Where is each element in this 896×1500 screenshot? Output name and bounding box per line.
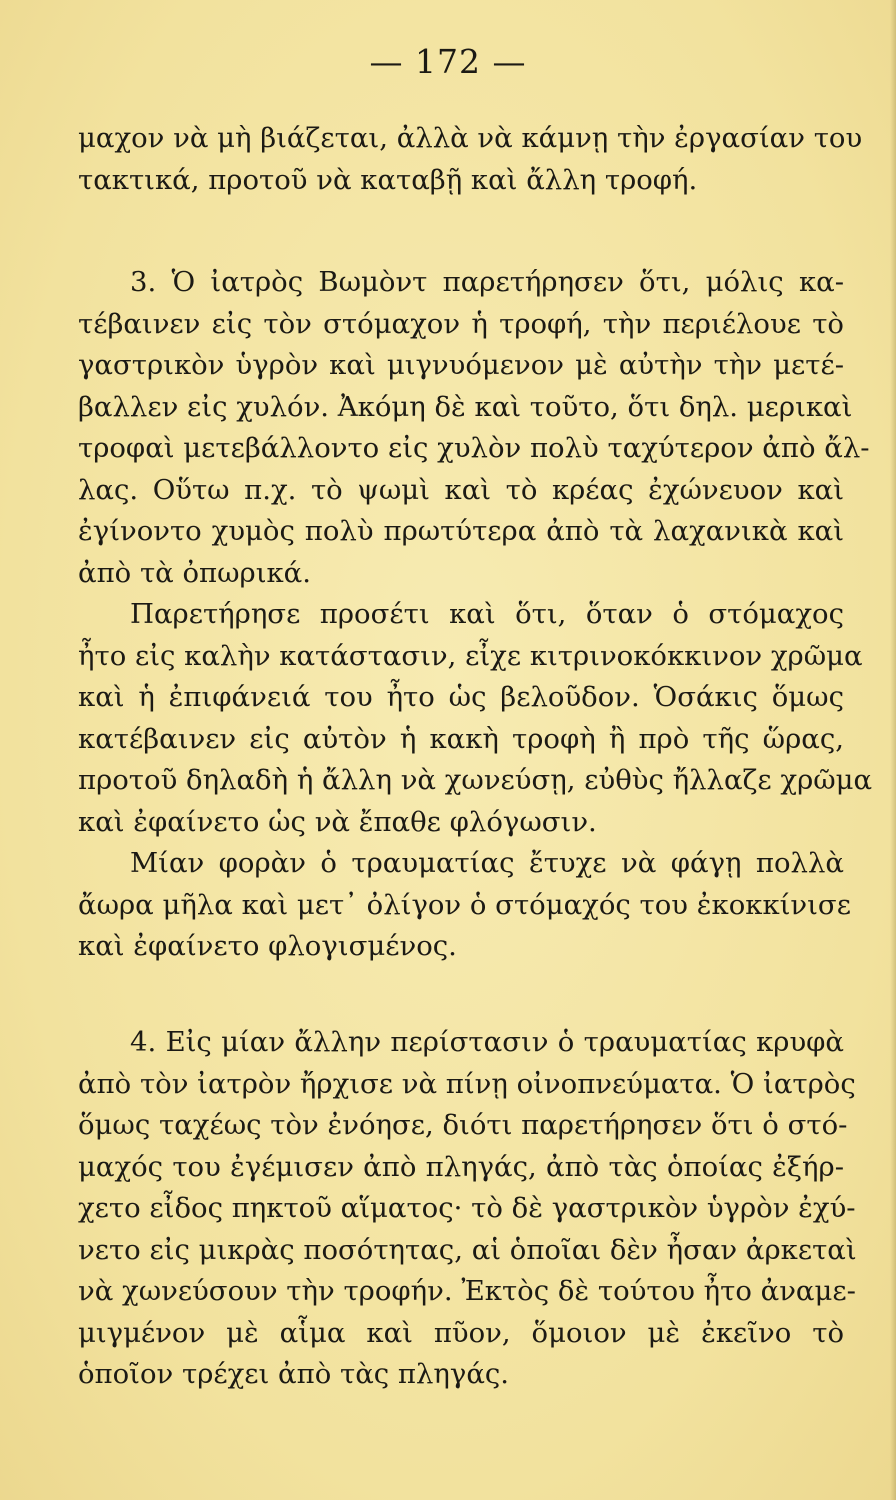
section-3-paragraph-1 bbox=[78, 262, 870, 594]
text-line: καὶ ἡ ἐπιφάνειά του ἦτο ὡς βελοῦδον. Ὁσάκις ὅμως bbox=[78, 681, 844, 713]
text-line: ἄωρα μῆλα καὶ μετ᾽ ὀλίγον ὁ στόμαχός του ἐκοκκίνισε bbox=[78, 888, 851, 921]
text-line: καὶ ἐφαίνετο φλογισμένος. bbox=[78, 930, 457, 962]
text-line: τέβαινεν εἰς τὸν στόμαχον ἡ τροφή, τὴν περιέλουε τὸ bbox=[78, 307, 844, 340]
text-line: προτοῦ δηλαδὴ ἡ ἄλλη νὰ χωνεύσῃ, εὐθὺς ἤλλαζε χρῶμα bbox=[78, 764, 873, 796]
text-line: κατέβαινεν εἰς αὐτὸν ἡ κακὴ τροφὴ ἢ πρὸ τῆς ὥρας, bbox=[78, 722, 844, 755]
text-line: λας. Οὕτω π.χ. τὸ ψωμὶ καὶ τὸ κρέας ἐχώνευον καὶ bbox=[78, 473, 844, 506]
text-line: ὅμως ταχέως τὸν ἐνόησε, διότι παρετήρησεν ὅτι ὁ στό- bbox=[78, 1109, 848, 1141]
page-number: — 172 — bbox=[369, 42, 527, 81]
text-line: Μίαν φορὰν ὁ τραυματίας ἔτυχε νὰ φάγῃ πολλὰ bbox=[130, 847, 844, 879]
section-3 bbox=[78, 262, 873, 968]
text-line: βαλλεν εἰς χυλόν. Ἀκόμη δὲ καὶ τοῦτο, ὅτι δηλ. μερικαὶ bbox=[78, 390, 853, 423]
text-line: 4. Εἰς μίαν ἄλλην περίστασιν ὁ τραυματίας κρυφὰ bbox=[130, 1026, 844, 1058]
text-line: νετο εἰς μικρὰς ποσότητας, αἱ ὁποῖαι δὲν ἦσαν ἀρκεταὶ bbox=[78, 1233, 857, 1266]
section-3-paragraph-2 bbox=[78, 594, 873, 843]
text-line: χετο εἶδος πηκτοῦ αἵματος· τὸ δὲ γαστρικὸν ὑγρὸν ἐχύ- bbox=[78, 1192, 856, 1224]
section-4-paragraph-1 bbox=[78, 1022, 857, 1396]
text-line: 3. Ὁ ἰατρὸς Βωμὸντ παρετήρησεν ὅτι, μόλις κα- bbox=[130, 266, 844, 298]
text-line: τροφαὶ μετεβάλλοντο εἰς χυλὸν πολὺ ταχύτερον ἀπὸ ἄλ- bbox=[78, 432, 870, 464]
text-line: καὶ ἐφαίνετο ὡς νὰ ἔπαθε φλόγωσιν. bbox=[78, 805, 597, 838]
text-line: τακτικά, προτοῦ νὰ καταβῇ καὶ ἄλλη τροφή. bbox=[78, 163, 698, 196]
text-line: ἀπὸ τὸν ἰατρὸν ἤρχισε νὰ πίνῃ οἰνοπνεύματα. Ὁ ἰατρὸς bbox=[78, 1067, 856, 1100]
text-line: ἦτο εἰς καλὴν κατάστασιν, εἶχε κιτρινοκόκκινον χρῶμα bbox=[78, 639, 863, 672]
paragraph-intro bbox=[78, 118, 863, 201]
section-3-paragraph-3 bbox=[78, 843, 851, 968]
text-line: ὁποῖον τρέχει ἀπὸ τὰς πληγάς. bbox=[78, 1358, 510, 1390]
text-line: μαχον νὰ μὴ βιάζεται, ἀλλὰ νὰ κάμνῃ τὴν ἐργασίαν του bbox=[78, 122, 863, 154]
page-edge-shadow bbox=[890, 0, 896, 1500]
section-4 bbox=[78, 1022, 857, 1396]
text-line: γαστρικὸν ὑγρὸν καὶ μιγνυόμενον μὲ αὐτὴν τὴν μετέ- bbox=[78, 349, 844, 381]
text-line: Παρετήρησε προσέτι καὶ ὅτι, ὅταν ὁ στόμαχος bbox=[130, 598, 844, 630]
text-line: ἐγίνοντο χυμὸς πολὺ πρωτύτερα ἀπὸ τὰ λαχανικὰ καὶ bbox=[78, 515, 844, 547]
text-line: ἀπὸ τὰ ὀπωρικά. bbox=[78, 556, 311, 589]
text-line: νὰ χωνεύσουν τὴν τροφήν. Ἐκτὸς δὲ τούτου ἦτο ἀναμε- bbox=[78, 1275, 856, 1307]
text-line: μαχός του ἐγέμισεν ἀπὸ πληγάς, ἀπὸ τὰς ὁποίας ἐξήρ- bbox=[78, 1150, 844, 1183]
text-line: μιγμένον μὲ αἷμα καὶ πῦον, ὅμοιον μὲ ἐκεῖνο τὸ bbox=[78, 1316, 844, 1349]
